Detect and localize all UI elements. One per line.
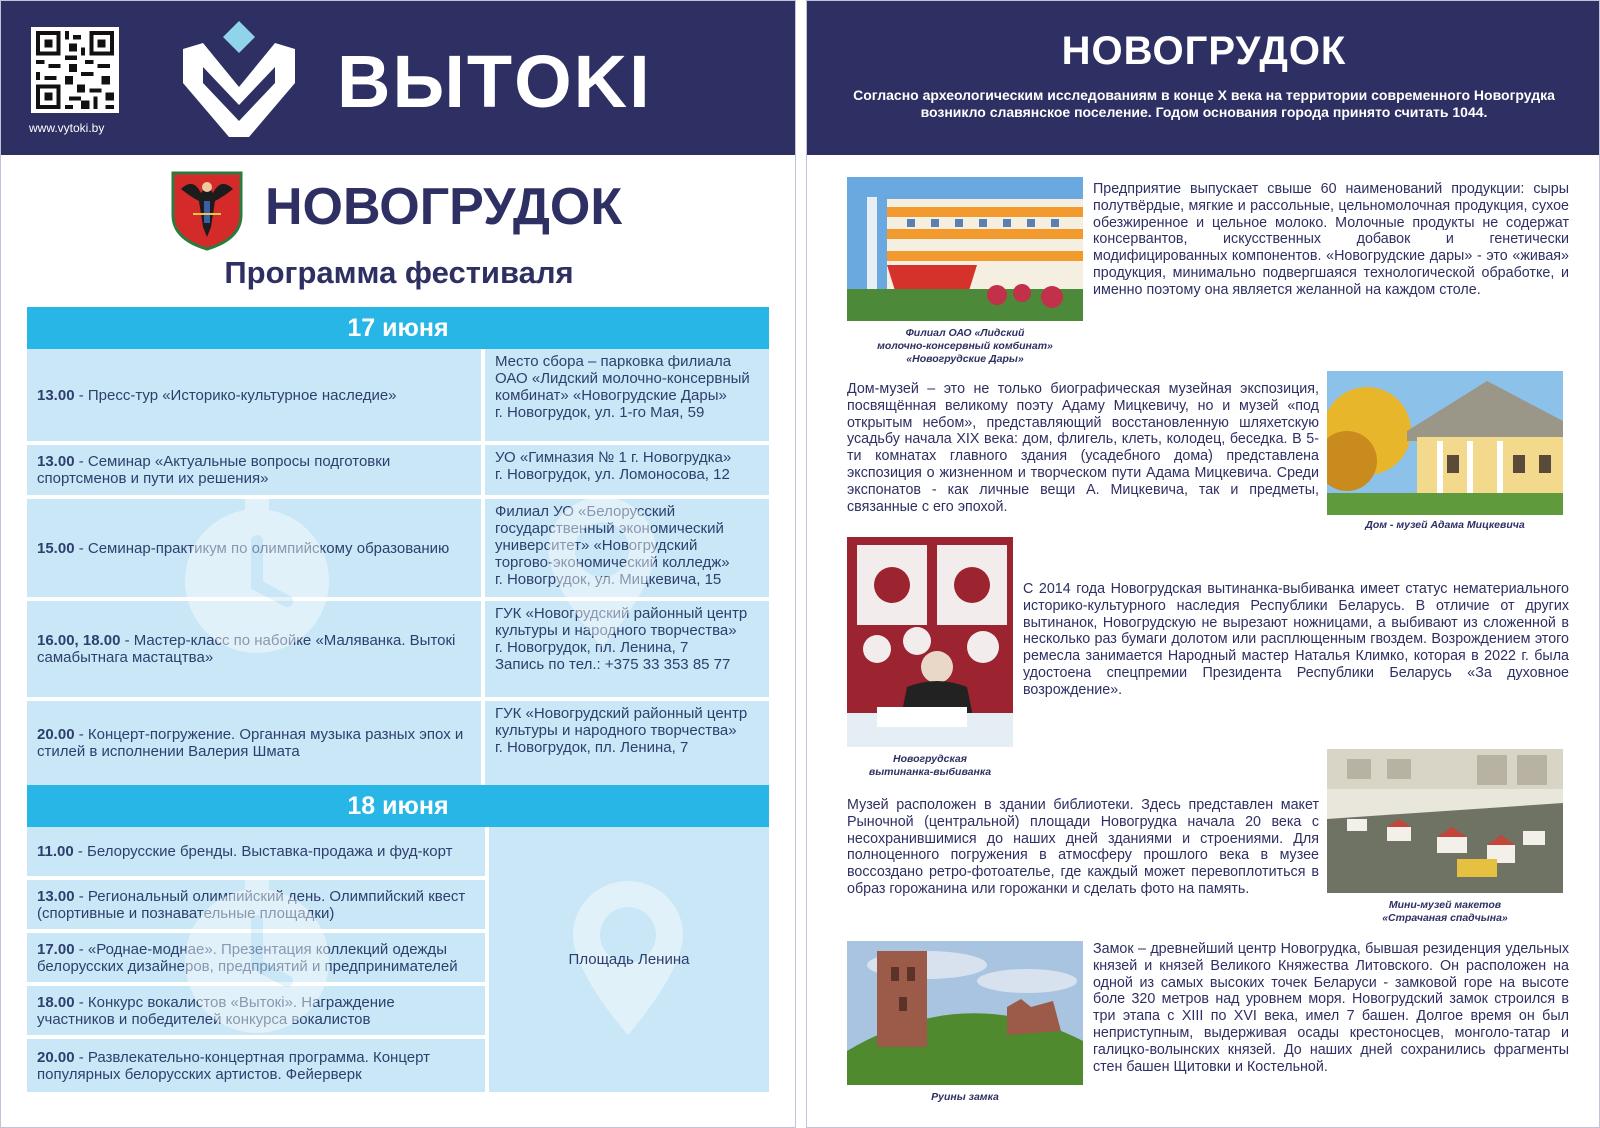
event-cell bbox=[27, 445, 485, 495]
event-title: - Пресс-тур «Историко-культурное наследие» bbox=[74, 386, 397, 404]
schedule-table bbox=[27, 307, 769, 1092]
event-title: - Концерт-погружение. Органная музыка разных эпох и стилей в исполнении Валерия Шмата bbox=[37, 726, 464, 760]
mickiewicz-house-photo bbox=[1327, 371, 1563, 515]
event-time: 20.00 bbox=[37, 726, 75, 743]
table-row bbox=[27, 986, 489, 1039]
event-cell bbox=[27, 349, 485, 441]
city-title: НОВОГРУДОК bbox=[1061, 29, 1347, 73]
site-url[interactable]: www.vytoki.by bbox=[29, 121, 105, 135]
day2-table bbox=[27, 827, 769, 1092]
castle-ruins-photo bbox=[847, 941, 1083, 1085]
photo-caption: Новогрудская вытинанка-выбиванка bbox=[868, 753, 992, 778]
table-row bbox=[27, 601, 769, 701]
section-text: Музей расположен в здании библиотеки. Здесь представлен макет Рыночной (центральной) площади Новогрудка начала 20 века с несохранившимися до наших дней зданиями и строениями. Для полноценного погружения в атмосферу прошлого века в музее воссоздано ретро-фотоателье, где каждый может перевоплотиться в образ горожанина или горожанки и сделать фото на память. bbox=[847, 797, 1319, 897]
event-title: - Белорусские бренды. Выставка-продажа и фуд-корт bbox=[73, 843, 453, 860]
city-info-page bbox=[806, 0, 1600, 1128]
section-text: С 2014 года Новогрудская вытинанка-выбиванка имеет статус нематериального историко-культурного наследия Республики Беларусь. В отличие от других вытинанок, Новогрудскую не вырезают ножницами, а выбивают из сложенной в несколько раз бумаги долотом или расплющенным гвоздем. Возрождением этого ремесла занимается Народный мастер Наталья Климко, которая в 2022 г. была удостоена спецпремии Президента Республики Беларусь «За духовное возрождение». bbox=[1023, 581, 1569, 698]
brand-name: ВЫТOKI bbox=[337, 40, 652, 123]
photo-caption: Руины замка bbox=[931, 1091, 999, 1103]
event-time: 13.00 bbox=[37, 386, 75, 404]
coat-of-arms-icon bbox=[171, 167, 243, 251]
mini-museum-photo bbox=[1327, 749, 1563, 893]
table-row bbox=[27, 933, 489, 986]
event-time: 20.00 bbox=[37, 1048, 75, 1066]
event-title: - Конкурс вокалистов «Вытокі». Награждение участников и победителей конкурса вокалистов bbox=[37, 993, 395, 1028]
event-title: - Региональный олимпийский день. Олимпийский квест (спортивные и познавательные площадки) bbox=[37, 887, 466, 922]
event-place: Филиал УО «Белорусский государственный экономический университет» «Новогрудский торгово-экономический колледж» г. Новогрудок, ул. Мицкевича, 15 bbox=[495, 503, 730, 588]
day2-place: Площадь Ленина bbox=[568, 951, 690, 968]
city-title: НОВОГРУДОК bbox=[265, 178, 623, 236]
dairy-plant-photo bbox=[847, 177, 1083, 321]
event-time: 11.00 bbox=[37, 843, 74, 860]
event-time: 18.00 bbox=[37, 993, 75, 1011]
qr-code-icon bbox=[31, 27, 119, 113]
event-title: - Мастер-класс по набойке «Маляванка. Вытокі самабытнага мастацтва» bbox=[37, 632, 456, 666]
vytinanka-master-photo bbox=[847, 537, 1013, 747]
table-row bbox=[27, 827, 489, 880]
header-bar bbox=[807, 1, 1599, 155]
program-title: Программа фестиваля bbox=[224, 255, 574, 290]
section-text: Предприятие выпускает свыше 60 наименований продукции: сыры полутвёрдые, мягкие и рассольные, цельномолочная продукция, сухое обезжиренное и цельное молоко. Молочные продукты не содержат консервантов, искусственных добавок и генетически модифицированных компонентов. «Новогрудские дары» - это «живая» продукция, минимально подвергшаяся технологической обработке, и именно поэтому она является желанной на каждом столе. bbox=[1093, 181, 1569, 298]
event-title: - «Роднае-моднае». Презентация коллекций одежды белорусских дизайнеров, предприятий и предпринимателей bbox=[37, 940, 458, 975]
day-heading-17-june: 17 июня bbox=[27, 307, 769, 349]
event-time: 13.00 bbox=[37, 887, 75, 905]
vytoki-logo-icon bbox=[183, 21, 295, 137]
table-row bbox=[27, 499, 769, 601]
city-intro: Согласно археологическим исследованиям в конце X века на территории современного Новогрудка возникло славянское поселение. Годом основания города принято считать 1044. bbox=[853, 87, 1555, 120]
event-title: - Семинар-практикум по олимпийскому образованию bbox=[74, 539, 450, 557]
table-row bbox=[27, 445, 769, 499]
photo-caption: Мини-музей макетов «Страчаная спадчына» bbox=[1382, 899, 1508, 924]
event-cell bbox=[27, 601, 485, 697]
event-cell bbox=[27, 701, 485, 785]
table-row bbox=[27, 701, 769, 785]
day-heading-18-june: 18 июня bbox=[27, 785, 769, 827]
table-row bbox=[27, 1039, 489, 1092]
photo-caption: Филиал ОАО «Лидский молочно-консервный комбинат» «Новогрудские Дары» bbox=[877, 327, 1053, 365]
event-title: - Семинар «Актуальные вопросы подготовки спортсменов и пути их решения» bbox=[37, 453, 391, 487]
day2-place-cell bbox=[489, 827, 769, 1092]
event-time: 16.00, 18.00 bbox=[37, 632, 121, 649]
event-title: - Развлекательно-концертная программа. Концерт популярных белорусских артистов. Фейерверк bbox=[37, 1048, 430, 1083]
event-time: 17.00 bbox=[37, 940, 75, 958]
event-place: ГУК «Новогрудский районный центр культуры и народного творчества» г. Новогрудок, пл. Ленина, 7 Запись по тел.: +375 33 353 85 77 bbox=[495, 605, 748, 673]
event-time: 13.00 bbox=[37, 453, 75, 470]
event-place: ГУК «Новогрудский районный центр культуры и народного творчества» г. Новогрудок, пл. Ленина, 7 bbox=[495, 705, 748, 756]
table-row bbox=[27, 880, 489, 933]
event-place: УО «Гимназия № 1 г. Новогрудка» г. Новогрудок, ул. Ломоносова, 12 bbox=[495, 449, 732, 483]
event-place: Место сбора – парковка филиала ОАО «Лидский молочно-консервный комбинат» «Новогрудские Дары» г. Новогрудок, ул. 1-го Мая, 59 bbox=[495, 353, 750, 421]
festival-program-page bbox=[0, 0, 796, 1128]
section-text: Замок – древнейший центр Новогрудка, бывшая резиденция удельных князей и князей Великого Княжества Литовского. Он расположен на одной из самых высоких точек Беларуси - замковой горе на высоте боле 320 метров над уровнем моря. Новогрудский замок строился в три этапа с XIII по XVI века, имел 7 башен. Долгое время он был неприступным, выдерживая осады крестоносцев, монголо-татар и галицко-волынских князей. До наших дней сохранились фрагменты стен башен Щитовки и Костельной. bbox=[1093, 941, 1569, 1075]
photo-caption: Дом - музей Адама Мицкевича bbox=[1365, 519, 1525, 531]
header-bar bbox=[1, 1, 795, 155]
section-text: Дом-музей – это не только биографическая музейная экспозиция, посвящённая великому поэту Адаму Мицкевичу, но и музей «под открытым небом», представляющий восстановленную шляхетскую усадьбу начала XIX века: дом, флигель, клеть, колодец, беседка. В 5-ти комнатах главного здания (усадебного дома) представлена экспозиция о жизненном и творческом пути Адама Мицкевича. Среди экспонатов - как личные вещи А. Мицкевича, так и предметы, связанные с его эпохой. bbox=[847, 381, 1319, 515]
table-row bbox=[27, 349, 769, 445]
event-time: 15.00 bbox=[37, 539, 75, 557]
event-cell bbox=[27, 499, 485, 597]
